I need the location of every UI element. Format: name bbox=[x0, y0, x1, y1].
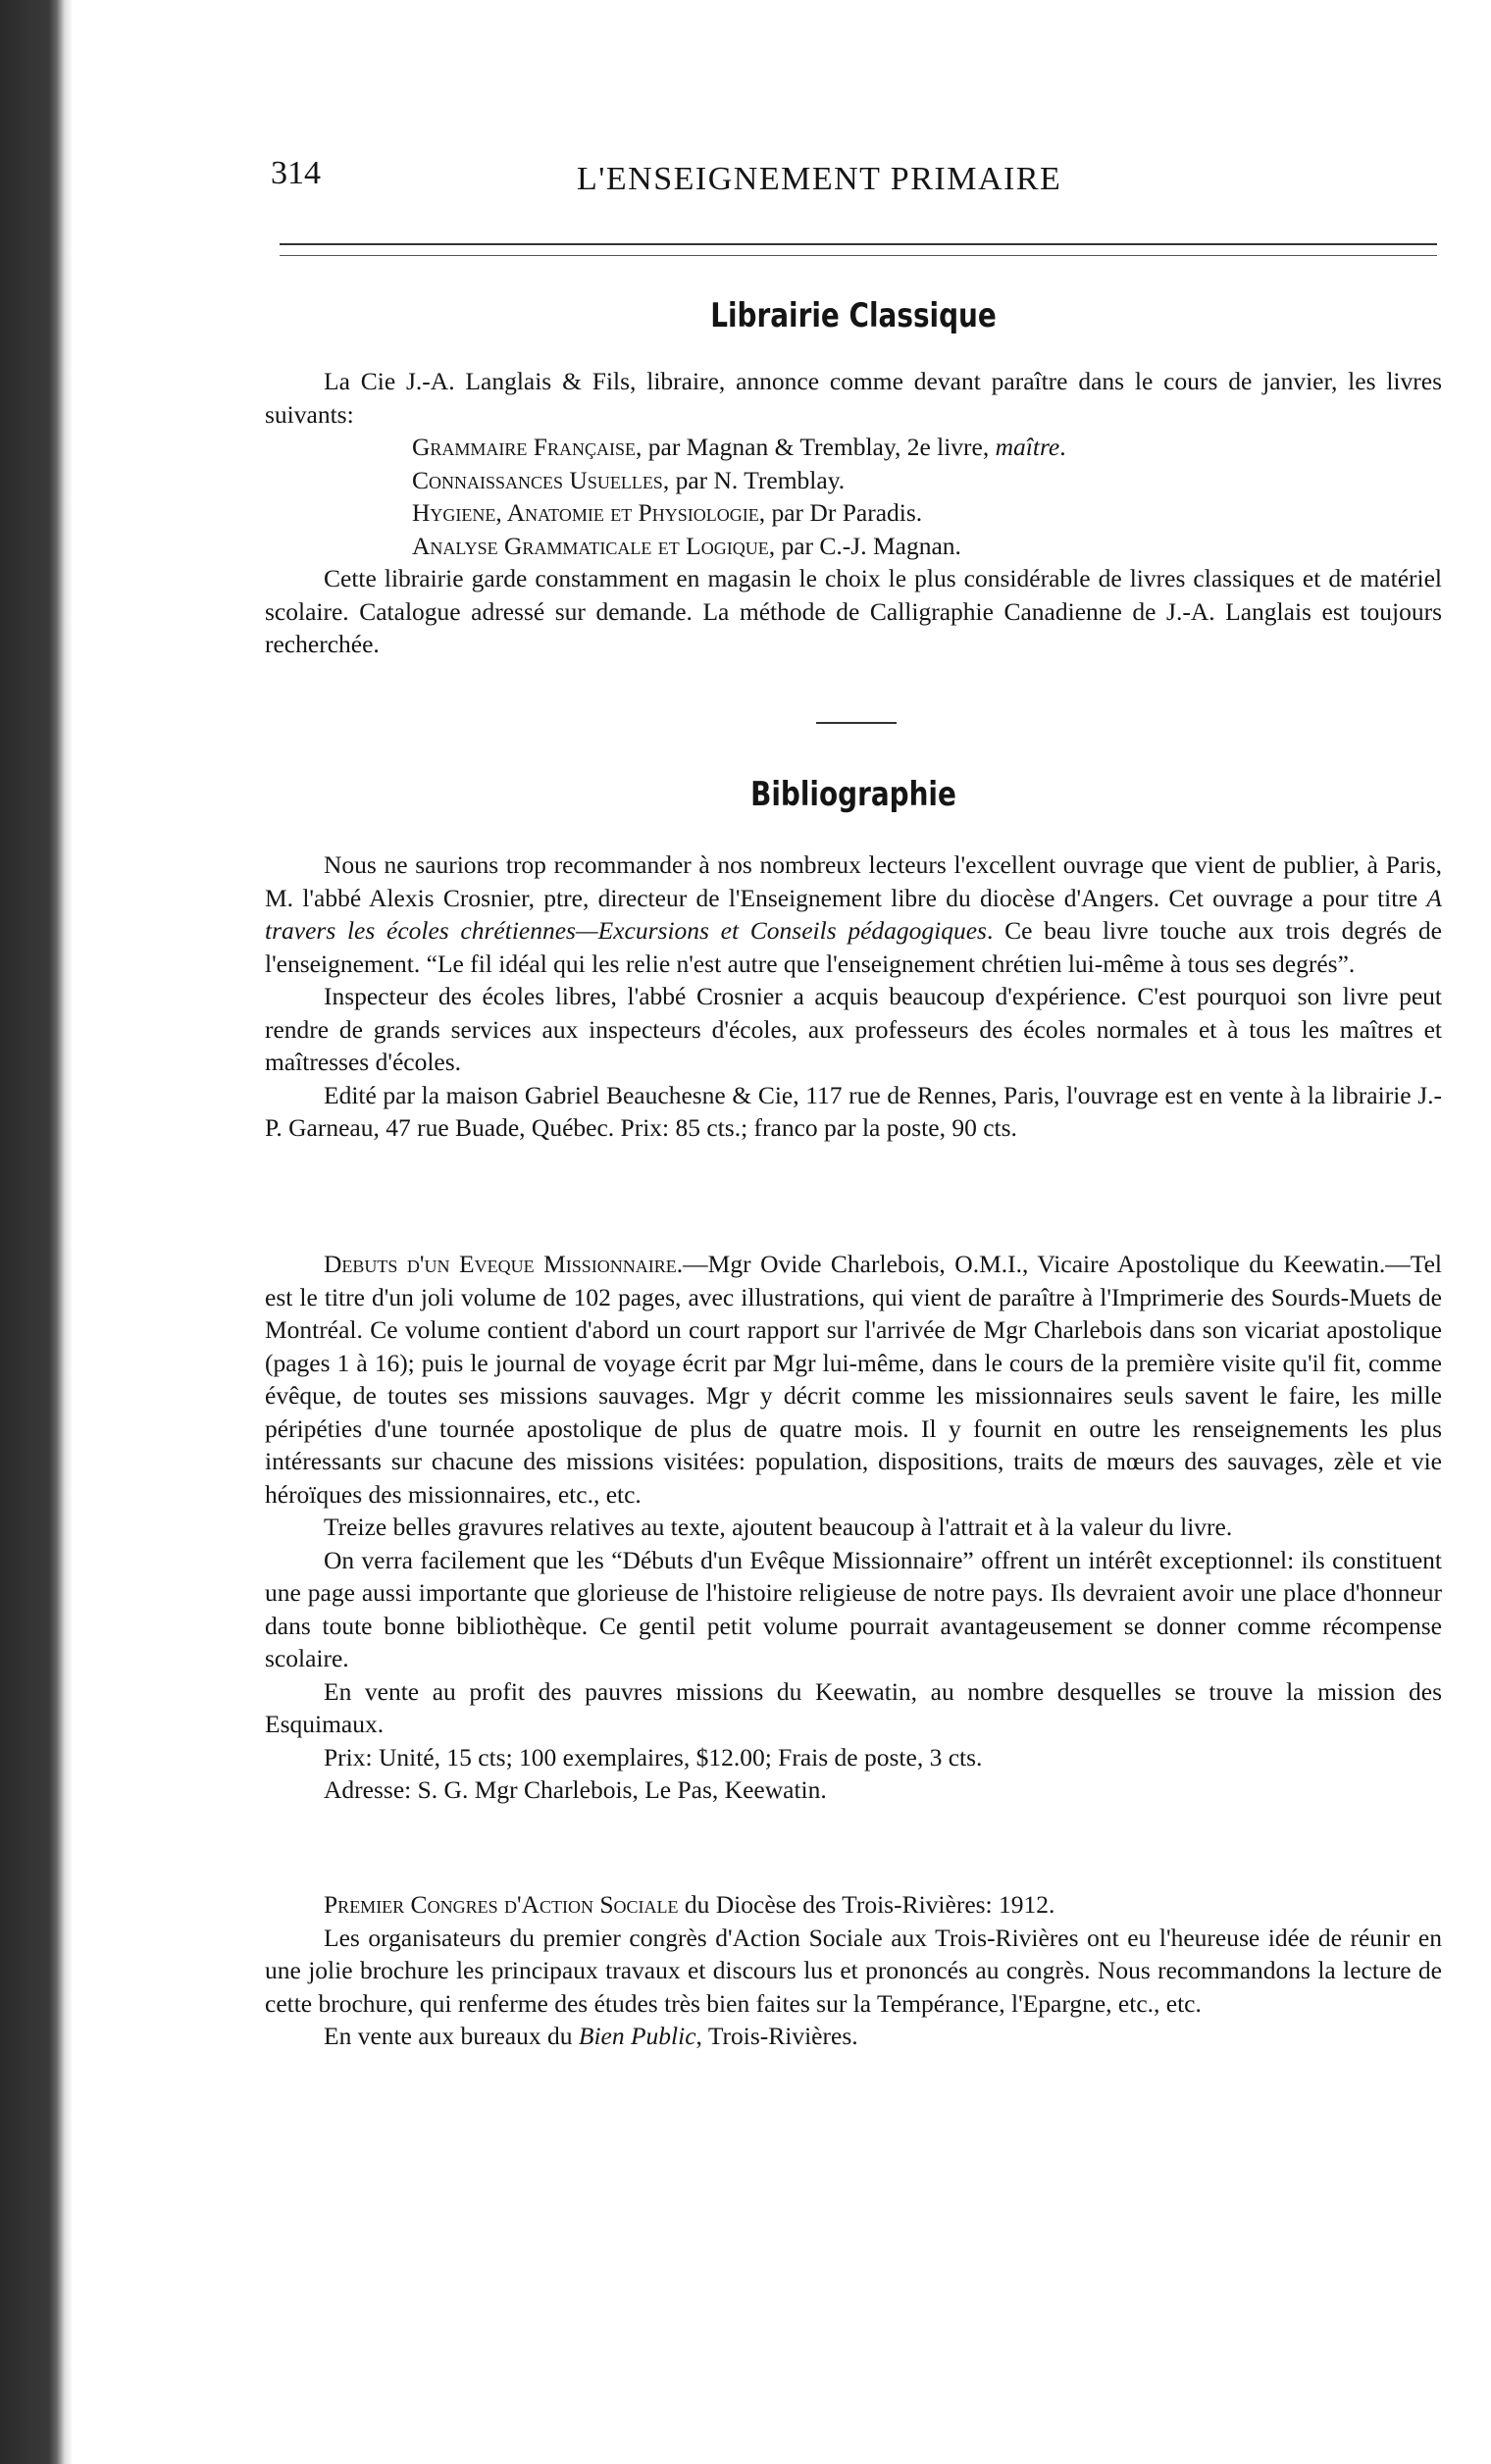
price-line: Prix: Unité, 15 cts; 100 exemplaires, $12.00; Frais de poste, 3 cts. bbox=[324, 1742, 983, 1771]
section-divider bbox=[816, 722, 897, 724]
congres-heading: Premier Congres d'Action Sociale bbox=[324, 1890, 679, 1919]
book-item: Grammaire Française, par Magnan & Tremblay, 2e livre, maître. bbox=[412, 433, 1066, 461]
book-item: Analyse Grammaticale et Logique, par C.-J. Magnan. bbox=[412, 531, 961, 560]
book-item: Hygiene, Anatomie et Physiologie, par Dr Paradis. bbox=[412, 498, 923, 527]
section-librairie-classique bbox=[265, 365, 1442, 661]
header-rule bbox=[280, 243, 1437, 256]
interet-paragraph: On verra facilement que les “Débuts d'un Evêque Missionnaire” offrent un intérêt exceptionnel: ils constituent une page aussi importante que glorieuse de l'histoire religieuse de notre pays. Ils devraient avoir une place d'honneur dans toute bonne bibliothèque. Ce gentil petit volume pourrait avantageusement se donner comme récompense scolaire. bbox=[265, 1545, 1442, 1672]
section-debuts-eveque bbox=[265, 1248, 1442, 1807]
page-header bbox=[265, 155, 1148, 204]
vente-paragraph: En vente au profit des pauvres missions du Keewatin, au nombre desquelles se trouve la mission des Esquimaux. bbox=[265, 1676, 1442, 1738]
inspector-paragraph: Inspecteur des écoles libres, l'abbé Crosnier a acquis beaucoup d'expérience. C'est pourquoi son livre peut rendre de grands services aux inspecteurs d'écoles, aux professeurs des écoles normales et à tous les maîtres et maîtresses d'écoles. bbox=[265, 982, 1442, 1076]
librairie-intro: La Cie J.-A. Langlais & Fils, libraire, annonce comme devant paraître dans le cours de janvier, les livres suivants: bbox=[265, 367, 1442, 429]
section-title-librairie: Librairie Classique bbox=[710, 296, 997, 335]
section-title-bibliographie: Bibliographie bbox=[750, 775, 956, 814]
crosnier-paragraph: Nous ne saurions trop recommander à nos nombreux lecteurs l'excellent ouvrage que vient de publier, à Paris, M. l'abbé Alexis Crosnier, ptre, directeur de l'Enseignement libre du diocèse d'Angers. Cet ouvrage a pour titre A travers les écoles chrétiennes—Excursions et Conseils pédagogiques. Ce beau livre touche aux trois degrés de l'enseignement. “Le fil idéal qui les relie n'est autre que l'enseignement chrétien lui-même à tous ses degrés”. bbox=[265, 850, 1443, 978]
congres-heading-line: Premier Congres d'Action Sociale du Diocèse des Trois-Rivières: 1912. bbox=[324, 1890, 1055, 1919]
book-list bbox=[265, 431, 1442, 562]
page-number: 314 bbox=[271, 155, 321, 191]
running-title: L'ENSEIGNEMENT PRIMAIRE bbox=[577, 161, 1062, 197]
gravures-paragraph: Treize belles gravures relatives au texte, ajoutent beaucoup à l'attrait et à la valeur du livre. bbox=[324, 1513, 1233, 1541]
congres-vente: En vente aux bureaux du Bien Public, Trois-Rivières. bbox=[324, 2022, 858, 2050]
publisher-paragraph: Edité par la maison Gabriel Beauchesne & Cie, 117 rue de Rennes, Paris, l'ouvrage est en vente à la librairie J.-P. Garneau, 47 rue Buade, Québec. Prix: 85 cts.; franco par la poste, 90 cts. bbox=[265, 1080, 1442, 1142]
address-line: Adresse: S. G. Mgr Charlebois, Le Pas, Keewatin. bbox=[324, 1775, 827, 1804]
congres-paragraph: Les organisateurs du premier congrès d'Action Sociale aux Trois-Rivières ont eu l'heureuse idée de réunir en une jolie brochure les principaux travaux et discours lus et prononcés au congrès. Nous recommandons la lecture de cette brochure, qui renferme des études très bien faites sur la Tempérance, l'Epargne, etc., etc. bbox=[265, 1923, 1442, 2018]
section-bibliographie bbox=[265, 848, 1442, 1145]
section-congres bbox=[265, 1888, 1442, 2053]
book-item: Connaissances Usuelles, par N. Tremblay. bbox=[412, 465, 846, 494]
book-title-italic: A travers les écoles chrétiennes—Excursions et Conseils pédagogiques bbox=[265, 883, 1442, 945]
scan-binding-edge bbox=[0, 0, 73, 2464]
debuts-heading: Debuts d'un Eveque Missionnaire bbox=[324, 1250, 677, 1278]
debuts-paragraph: Debuts d'un Eveque Missionnaire.—Mgr Ovide Charlebois, O.M.I., Vicaire Apostolique du Keewatin.—Tel est le titre d'un joli volume de 102 pages, avec illustrations, qui vient de paraître à l'Imprimerie des Sourds-Muets de Montréal. Ce volume contient d'abord un court rapport sur l'arrivée de Mgr Charlebois dans son vicariat apostolique (pages 1 à 16); puis le journal de voyage écrit par Mgr lui-même, dans le cours de la première visite qu'il fit, comme évêque, de toutes ses missions sauvages. Mgr y décrit comme les missionnaires seuls savent le faire, les mille péripéties d'une tournée apostolique de plus de quatre mois. Il y fournit en outre les renseignements les plus intéressants sur chacune des missions visitées: population, dispositions, traits de mœurs des sauvages, zèle et vie héroïques des missionnaires, etc., etc. bbox=[265, 1250, 1442, 1509]
librairie-closing: Cette librairie garde constamment en magasin le choix le plus considérable de livres classiques et de matériel scolaire. Catalogue adressé sur demande. La méthode de Calligraphie Canadienne de J.-A. Langlais est toujours recherchée. bbox=[265, 564, 1442, 658]
